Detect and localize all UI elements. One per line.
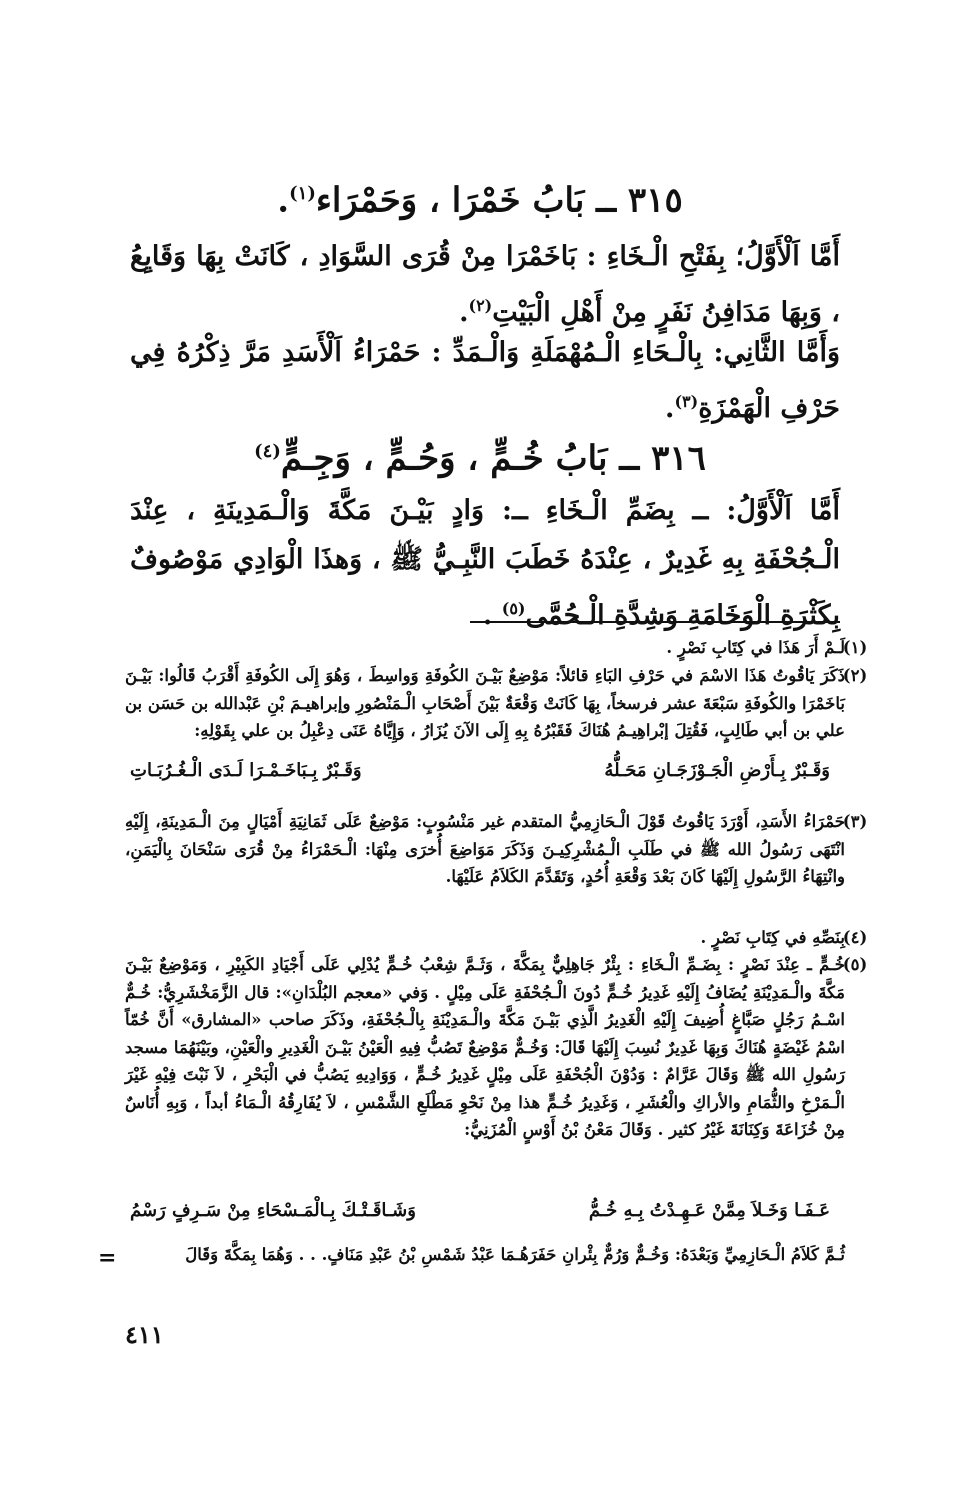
section-316-paragraph-1: أَمَّا اَلْأَوَّلُ: ــ بِضَمِّ الْـخَاءِ ــ: وَادٍ بَيْـنَ مَكَّةَ وَالْـمَدِينَةِ ، عِنْدَ الْـجُحْفَةِ بِهِ غَدِيرٌ ، عِنْدَهُ خَطَبَ النَّبِـيُّ ﷺ ، وَهذَا الْوَادِي مَوْصُوفٌ بِكَثْرَةِ الْوَخَامَةِ وَشِدَّةِ الْـحُمَّى$^{(٥)}$ .: [130, 495, 840, 631]
footnote-2-verse: [130, 760, 830, 790]
footnote-1: [125, 634, 868, 662]
footnote-5-verse: [130, 1200, 830, 1230]
footnote-text: خُـمٍّ ـ عِنْدَ نَصْرٍ : بِضَـمِّ الْـخَاءِ : بِئْرٌ جَاهِلِيٌّ بِمَكَّةَ ، وَثَـمَّ شِعْبُ خُـمٍّ يُدْلِي عَلَى أَجْيَادِ الكَبِيْرِ ، وَمَوْضِعٌ بَيْـنَ مَكَّةَ والْـمَدِيْنَةِ يُضَافُ إِلَيْهِ غَدِيرُ خُـمٍّ دُونَ الْـجُحْفَةِ عَلَى مِيْلٍ . وَفي «معجم البُلْدَانِ»: قال الزَّمَخْشَرِيُّ: خُـمٌّ اسْـمُ رَجُلٍ صَبَّاغٍ أُضِيفَ إِلَيْهِ الْغَدِيرُ الَّذِي بَيْـنَ مَكَّةَ والْـمَدِيْنَةِ بِالْـجُحْفَةِ، وذَكَرَ صاحب «المشارق» أَنَّ خُمّاً اسْمُ غَيْضَةٍ هُنَاكَ وَبِهَا غَدِيرٌ نُسِبَ إِلَيْهَا قَالَ: وَخُـمٌّ مَوْضِعٌ تَصُبُّ فِيهِ الْعَيْنُ بَيْـنَ الْغَدِيرِ والْعَيْنِ، وبَيْنَهُمَا مسجد رَسُولِ الله ﷺ وَقَالَ عَرَّامٌ : وَدُوْنَ الْجُحْفَةِ عَلَى مِيْلٍ غَدِيرُ خُـمٍّ ، وَوَادِيهِ يَصُبُّ في الْبَحْرِ ، لاَ نَبْتَ فِيْهِ غَيْرَ الْـمَرْخِ والثُّمَامِ والأراكِ والْعُشَرِ ، وَغَدِيرُ خُـمٍّ هذا مِنْ نَحْوِ مَطْلَعِ الشَّمْسِ ، لاَ يُفَارِقُهُ الْـمَاءُ أبداً ، وَبِهِ أُنَاسٌ مِنْ خُزَاعَةَ وَكِنَانَةَ غَيْرُ كثير . وَقَالَ مَعْنُ بْنُ أَوْسٍ الْمُزَنِيُّ:: [125, 955, 845, 1139]
footnote-number: (٣): [842, 812, 868, 831]
footnote-ref: (٥): [501, 599, 526, 618]
footnote-text: لَـمْ أَرَ هَذَا في كِتَابِ نَصْرٍ .: [666, 638, 845, 657]
footnote-4: [125, 924, 868, 952]
footnote-number: (٤): [842, 928, 868, 947]
verse-first-hemistich: وَقَـبْرٌ بِـأَرْضِ الْجَـوْزَجَـانِ مَحَـلُّهُ: [604, 760, 830, 781]
footnote-text: بِنَصِّهِ في كِتَابِ نَصْرٍ .: [700, 928, 845, 947]
footnote-number: (٥): [842, 955, 868, 974]
footnote-ref: (٢): [468, 296, 493, 315]
continuation-mark: =: [98, 1245, 117, 1271]
footnote-ref: (١): [289, 183, 316, 204]
verse-second-hemistich: وَقَـبْرٌ بِـبَاخَـمْـرَا لَـدَى الْـغُـرُبَـاتِ: [130, 760, 362, 781]
footnote-ref: (٤): [254, 441, 281, 462]
section-315-paragraph-1: أَمَّا اَلْأَوَّلُ؛ بِفَتْحِ الْـخَاءِ : بَاخَمْرَا مِنْ قُرَى السَّوَادِ ، كَانَتْ بِهَا وَقَايِعُ ، وَبِهَا مَدَافِنُ نَفَرٍ مِنْ أَهْلِ الْبَيْتِ$^{(٢)}$.: [130, 241, 840, 328]
section-316-heading: ٣١٦ ــ بَابُ خُـمٍّ ، وَحُـمٍّ ، وَجِـمٍّ$^{(٤)}$: [254, 438, 706, 479]
footnote-2: [125, 662, 868, 745]
footnote-text: ذَكَرَ يَاقُوتُ هَذَا الاسْمَ في حَرْفِ البَاءِ قائلاً: مَوْضِعٌ بَيْـنَ الكُوفَةِ وَواسِطَ ، وَهُوَ إِلَى الكُوفَةِ أَقْرَبُ قَالُوا: بَيْـنَ بَاخَمْرَا والكُوفَةِ سَبْعَةَ عشر فرسخاً، بِهَا كَانَتْ وَقْعَةٌ بَيْنَ أَصْحَابِ الْـمَنْصُورِ وإبراهيـمَ بْنِ عَبْدالله بن حَسَن بن علي بن أبي طَالِبٍ، فَقُتِلَ إبْراهِيـمُ هُنَاكَ فَقَبْرُهُ بِهِ إِلَى الآنَ يُزَارُ ، وَإِيَّاهُ عَنَى دِعْبِلُ بن علي بِقَوْلِهِ:: [125, 666, 845, 740]
footnote-5-continuation: [125, 1241, 845, 1269]
footnote-ref: (٣): [674, 392, 699, 411]
verse-second-hemistich: وَشَـاقَـتْـكَ بِـالْمَـسْحَاءِ مِنْ سَـرِفٍ رَسْمُ: [130, 1200, 416, 1221]
footnote-text: حَمْرَاءُ الأَسَدِ، أَوْرَدَ يَاقُوتُ قَوْلَ الْـحَازِمِيُّ المتقدم غير مَنْسُوبٍ: مَوْضِعٌ عَلَى ثَمَانِيَةِ أَمْيَالٍ مِنَ الْـمَدِينَةِ، إِلَيْهِ انْتَهَى رَسُولُ الله ﷺ في طَلَبِ الْـمُشْرِكِيـنَ وَذَكَرَ مَوَاضِعَ أُخرَى مِنْهَا: الْـحَمْرَاءُ مِنْ قُرَى سَنْحَانَ بِالْيَمَنِ، وانْتِهَاءُ الرَّسُولِ إِلَيْهَا كَانَ بَعْدَ وَقْعَةِ أُحُدٍ، وَتَقَدَّمَ الكَلاَمُ عَلَيْهَا.: [125, 812, 845, 886]
footnote-3: [125, 808, 868, 891]
section-315-paragraph-2: وَأَمَّا الثَّانِي: بِالْـحَاءِ الْـمُهْمَلَةِ وَالْـمَدِّ : حَمْرَاءُ اَلْأَسَدِ مَرَّ ذِكْرُهُ فِي حَرْفِ الْهَمْزَةِ$^{(٣)}$.: [130, 337, 840, 424]
footnote-5: [125, 951, 868, 1144]
footnote-text: ثُـمَّ كَلاَمُ الْـحَازِمِيِّ وَبَعْدَهُ: وَخُـمٌّ وَرُمٌّ بِئْرانِ حَفَرَهُـمَا عَبْدُ شَمْسِ بْنُ عَبْدِ مَنَافٍ. . . وَهُمَا بِمَكَّةَ وَقَالَ: [185, 1245, 845, 1264]
page-number: ٤١١: [125, 1320, 164, 1349]
footnote-divider: [470, 621, 840, 623]
section-315-heading: ٣١٥ ــ بَابُ خَمْرَا ، وَحَمْرَاء$^{(١)}$.: [277, 180, 683, 221]
footnote-number: (١): [842, 638, 868, 657]
verse-first-hemistich: عَـفَـا وَخَـلاَ مِمَّنْ عَـهِـدْتُ بِـهِ خُـمُّ: [588, 1200, 830, 1221]
footnote-number: (٢): [842, 666, 868, 685]
